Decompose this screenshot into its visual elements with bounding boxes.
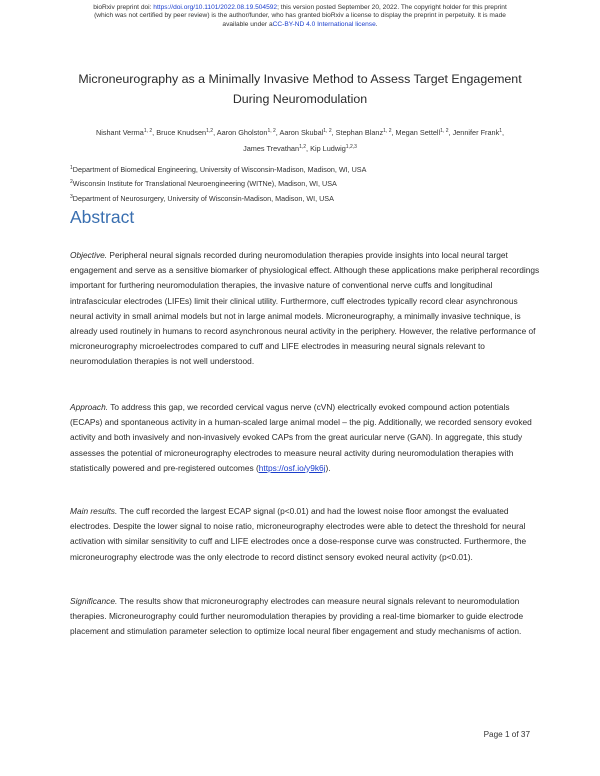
affiliation-number: 1 (70, 165, 73, 171)
doi-link[interactable]: https://doi.org/10.1101/2022.08.19.504592 (153, 4, 278, 11)
author-name: Aaron Skubal (279, 128, 324, 137)
paper-title (60, 70, 540, 109)
author-name: Nishant Verma (95, 128, 144, 137)
approach-label: Approach. (70, 402, 109, 412)
author-affiliation-marker: 1, 2 (440, 128, 449, 134)
author-separator: , (275, 128, 280, 137)
affiliation (70, 162, 540, 176)
author-separator: , (502, 128, 505, 137)
objective-label: Objective. (70, 250, 108, 260)
author (336, 128, 396, 137)
author-affiliation-marker: 1,2 (206, 128, 214, 134)
author-name: Stephan Blanz (335, 128, 384, 137)
author (243, 144, 310, 153)
author (453, 128, 504, 137)
affiliation (70, 176, 540, 190)
affiliation-text: Department of Biomedical Engineering, University of Wisconsin-Madison, Madison, WI, USA (72, 165, 367, 174)
author-list (60, 124, 540, 156)
title-line-2: During Neuromodulation (232, 91, 368, 106)
author-name: James Trevathan (243, 144, 300, 153)
author-separator: , (213, 128, 217, 137)
objective-text: Peripheral neural signals recorded during neuromodulation therapies provide insights into local neural target engagement and serve as a sensitive biomarker of physiological effect. Although these applications make peripheral recordings important for furthering neuromodulation therapies, the invasive nature of conventional nerve cuffs and longitudinal intrafascicular electrodes (LIFEs) limit their clinical utility. Furthermore, cuff electrodes typically record clear asynchronous neural activity in small animal models but not in large animal models. Microneurography, a minimally invasive technique, is already used routinely in humans to record asynchronous neural activity in the periphery. However, the relative performance of microneurography microelectrodes compared to cuff and LIFE electrodes in measuring neural signals relevant to neuromodulation therapies is not well understood. (70, 250, 540, 367)
affiliation-number: 3 (70, 193, 73, 200)
affiliation-text: Wisconsin Institute for Translational Neuroengineering (WITNe), Madison, WI, USA (72, 179, 337, 189)
main-results-label: Main results. (70, 506, 118, 516)
affiliation (70, 191, 540, 205)
biorxiv-notice (0, 4, 600, 29)
author-affiliation-marker: 1, 2 (323, 128, 332, 134)
author (279, 128, 335, 137)
author-affiliation-marker: 1, 2 (267, 128, 276, 134)
author (310, 144, 357, 153)
author-separator: , (306, 144, 311, 153)
page-number: Page 1 of 37 (483, 730, 530, 739)
abstract-main-results (70, 504, 540, 565)
abstract-approach: Approach. To address this gap, we recorded cervical vagus nerve (cVN) electrically evoked compound action potentials (ECAPs) and spontaneous activity in a human-scaled large animal model – the pig. Additionally, we recorded sensory evoked activity and both invasively and non-invasively evoked CAPs from the great auricular nerve (GAN). In aggregate, this study assesses the potential of microneurography electrodes to measure neural activity during neuromodulation therapies with statistically powered and pre-registered outcomes (https://osf.io/y9k6j). (70, 402, 532, 473)
abstract-significance (70, 594, 540, 640)
author-separator: , (448, 128, 453, 137)
author (217, 128, 280, 137)
author-affiliation-marker: 1,2 (299, 144, 307, 150)
abstract-objective (70, 248, 540, 370)
author-name: Jennifer Frank (452, 128, 500, 137)
author-separator: , (331, 128, 336, 137)
affiliation-list (70, 162, 540, 205)
biorxiv-notice-line3: available under aCC-BY-ND 4.0 International license. (222, 20, 378, 28)
approach-text: To address this gap, we recorded cervical vagus nerve (cVN) electrically evoked compound action potentials (ECAPs) and spontaneous activity in a human-scaled large animal model – the pig. Additionally, we recorded sensory evoked activity and both invasively and non-invasively evoked CAPs from the great auricular nerve (GAN). In aggregate, this study assesses the potential of microneurography electrodes to measure neural activity during neuromodulation therapies with statistically powered and pre-registered outcomes ( (70, 402, 532, 473)
author-name: Megan Settell (395, 128, 441, 137)
affiliation-text: Department of Neurosurgery, University of Wisconsin-Madison, Madison, WI, USA (72, 193, 334, 203)
author (96, 128, 156, 137)
significance-text: The results show that microneurography electrodes can measure neural signals relevant to neuromodulation therapies. Microneurography could further neuromodulation therapies by providing a real-time biomarker to guide electrode placement and stimulation parameter selection to optimize local neural fiber engagement and study mechanisms of action. (70, 596, 524, 637)
license-link[interactable]: CC-BY-ND 4.0 International license (272, 20, 376, 28)
author (156, 128, 217, 137)
author-affiliation-marker: 1, 2 (383, 128, 392, 134)
author-affiliation-marker: 1,2,3 (345, 144, 357, 150)
biorxiv-notice-line1: bioRxiv preprint doi: https://doi.org/10.1101/2022.08.19.504592; this version posted September 20, 2022. The copyright holder for this preprint (93, 4, 507, 11)
author-separator: , (391, 128, 396, 137)
author-name: Bruce Knudsen (156, 128, 207, 137)
author-name: Aaron Gholston (216, 128, 268, 137)
affiliation-number: 2 (70, 179, 73, 186)
author-separator: , (152, 128, 157, 137)
author-name: Kip Ludwig (310, 144, 346, 153)
author-affiliation-marker: 1 (499, 128, 502, 134)
preregistration-link[interactable]: https://osf.io/y9k6j (258, 462, 326, 473)
significance-label: Significance. (70, 596, 118, 606)
author-affiliation-marker: 1, 2 (143, 128, 153, 134)
author (396, 128, 453, 137)
abstract-heading: Abstract (70, 207, 135, 227)
biorxiv-notice-line2: (which was not certified by peer review) is the author/funder, who has granted bioRxiv a license to display the preprint in perpetuity. It is made (94, 12, 506, 20)
main-results-text: The cuff recorded the largest ECAP signal (p<0.01) and had the lowest noise floor amongst the evaluated electrodes. Despite the lower signal to noise ratio, microneurography electrodes were able to detect the threshold for neural activation with similar sensitivity to cuff and LIFE electrodes once a dose-response curve was constructed. Furthermore, the microneurography electrode was the only electrode to record distinct sensory evoked neural activity (p<0.01). (70, 506, 527, 562)
title-line-1: Microneurography as a Minimally Invasive Method to Assess Target Engagement (78, 72, 522, 86)
